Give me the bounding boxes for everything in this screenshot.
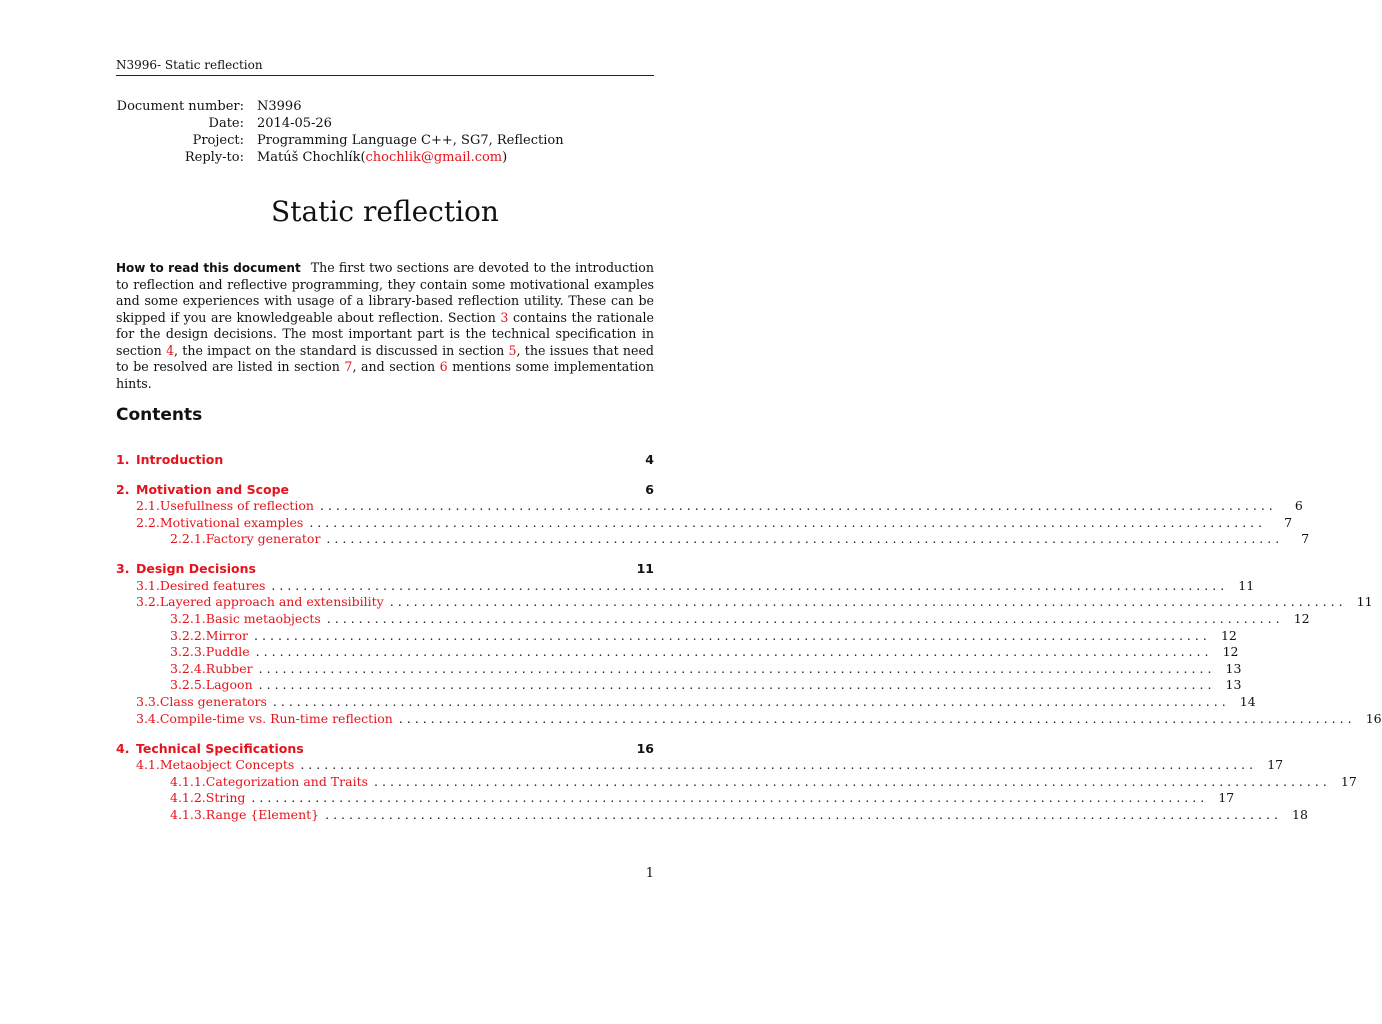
toc-entry-title[interactable]: Basic metaobjects [205,610,321,626]
meta-value: 2014-05-26 [257,116,332,131]
intro-text: , and section [352,359,440,374]
meta-label: Project: [192,133,244,148]
toc-entry-page: 14 [1239,693,1256,709]
toc-section-row[interactable] [116,560,654,577]
toc-entry-page: 12 [1222,644,1239,660]
toc-entry-title[interactable]: Design Decisions [136,561,256,577]
toc-entry-title[interactable]: Categorization and Traits [205,773,369,789]
toc-entry-title[interactable]: Mirror [205,627,249,643]
meta-label: Date: [208,116,244,131]
toc-entry-number[interactable]: 2.1. [136,498,160,513]
meta-row-document-number [116,98,564,115]
toc-subsection-row[interactable] [116,498,1303,515]
toc-entry-number[interactable]: 4.1.1. [170,773,206,789]
toc-entry-number[interactable]: 4.1.2. [170,790,206,806]
toc-subsection-row[interactable] [116,790,1235,807]
toc-entry-title[interactable]: Factory generator [205,531,321,547]
toc-entry-number[interactable]: 4.1. [136,757,160,773]
meta-row-reply-to [116,149,564,166]
toc-entry-page: 7 [1301,531,1310,547]
intro-text: The first two sections are devoted to the introduction to reflection and reflective programming, they contain some motivational examples and some experiences with usage of a library-based reflection utility. These can be skipped if you are knowledgeable about reflection. Section [116,260,654,325]
toc-entry-page: 7 [1284,514,1293,530]
toc-entry-title[interactable]: Rubber [205,660,253,676]
toc-entry-page: 11 [1356,594,1373,610]
toc-entry-page: 16 [1365,710,1382,726]
toc-subsection-row[interactable] [116,531,1310,548]
meta-value: N3996 [257,99,302,114]
meta-label: Reply-to: [184,150,244,165]
toc-dot-leader: ........................................................................................................................ [272,693,1230,709]
toc-entry-page: 12 [1293,610,1310,626]
toc-dot-leader: ........................................................................................................................ [319,498,1277,513]
intro-text: contains the rationale for the design decisions. The most important part is the technical specification in section [116,309,654,358]
toc-entry-page: 6 [1294,498,1303,513]
section-ref-link[interactable]: 4 [166,342,175,358]
contents-heading: Contents [116,405,203,425]
toc-subsection-row[interactable] [116,610,1310,628]
toc-subsection-row[interactable] [116,514,1293,532]
toc-entry-title[interactable]: Puddle [205,644,250,660]
toc-entry-number[interactable]: 3.2.1. [170,610,206,626]
toc-entry-title[interactable]: Metaobject Concepts [159,757,295,773]
toc-subsection-row[interactable] [116,757,1284,774]
toc-subsection-row[interactable] [116,644,1239,661]
section-ref-link[interactable]: 3 [500,309,509,325]
toc-entry-page: 11 [1238,577,1255,593]
toc-dot-leader: ........................................................................................................................ [326,531,1284,547]
toc-entry-page: 16 [636,740,654,756]
toc-dot-leader: ........................................................................................................................ [326,610,1284,626]
toc-entry-page: 13 [1225,677,1242,693]
email-link[interactable]: chochlik@gmail.com [365,150,503,165]
toc-entry-number[interactable]: 3.2.5. [170,677,206,693]
page-number: 1 [645,866,654,881]
intro-text: mentions some implementation hints. [116,359,654,391]
toc-entry-title[interactable]: Layered approach and extensibility [159,594,384,610]
toc-entry-number[interactable]: 3.2.3. [170,644,206,660]
toc-section-row[interactable] [116,740,654,757]
toc-dot-leader: ........................................................................................................................ [374,773,1331,789]
toc-entry-page: 17 [1267,757,1284,773]
toc-entry-number[interactable]: 3.2.2. [170,627,206,643]
meta-value [257,149,507,166]
toc-entry-number[interactable]: 2.2. [136,514,160,530]
toc-subsection-row[interactable] [116,806,1308,824]
toc-subsection-row[interactable] [116,710,1382,728]
toc-dot-leader: ........................................................................................................................ [258,660,1216,676]
intro-paragraph [116,260,654,392]
toc-dot-leader: ........................................................................................................................ [251,790,1209,806]
toc-entry-number[interactable]: 3. [116,561,130,577]
document-metadata [116,98,564,166]
meta-row-date [116,115,564,132]
toc-entry-number[interactable]: 2. [116,481,130,497]
toc-dot-leader: ........................................................................................................................ [309,514,1267,530]
intro-text: , the impact on the standard is discussed in section [174,342,509,358]
running-header: N3996- Static reflection [116,57,654,76]
intro-run-in-heading: How to read this document [116,261,301,275]
toc-dot-leader: ........................................................................................................................ [398,710,1356,726]
toc-dot-leader: ........................................................................................................................ [258,677,1216,693]
meta-label: Document number: [116,99,244,114]
meta-value: Programming Language C++, SG7, Reflection [257,133,564,148]
toc-entry-title[interactable]: Motivational examples [159,514,304,530]
toc-entry-number[interactable]: 3.4. [136,710,160,726]
toc-entry-page: 17 [1218,790,1235,806]
toc-dot-leader: ........................................................................................................................ [389,594,1347,610]
toc-dot-leader: ........................................................................................................................ [255,644,1213,660]
toc-entry-page: 18 [1292,806,1308,822]
toc-entry-number[interactable]: 3.1. [136,577,160,593]
toc-entry-title[interactable]: Lagoon [205,677,253,693]
toc-subsection-row[interactable] [116,660,1242,678]
toc-dot-leader: ........................................................................................................................ [271,577,1229,593]
toc-entry-page: 13 [1225,660,1242,676]
toc-section-row[interactable] [116,481,654,498]
document-title: Static reflection [271,195,499,228]
toc-entry-number[interactable]: 3.3. [136,693,160,709]
toc-entry-number[interactable]: 4. [116,740,130,756]
toc-entry-number[interactable]: 2.2.1. [170,531,206,547]
toc-dot-leader: ........................................................................................................................ [254,627,1211,643]
toc-entry-title[interactable]: Usefullness of reflection [159,498,314,513]
toc-section-row[interactable] [116,451,654,468]
toc-entry-number[interactable]: 1. [116,452,130,467]
toc-entry-title[interactable]: Introduction [136,452,224,467]
toc-entry-title[interactable]: Technical Specifications [136,740,304,756]
section-ref-link[interactable]: 6 [439,359,448,374]
toc-entry-title[interactable]: Desired features [159,577,266,593]
toc-entry-page: 6 [645,481,654,497]
toc-entry-page: 4 [645,452,654,467]
toc-entry-number[interactable]: 3.2. [136,594,160,610]
toc-entry-number[interactable]: 4.1.3. [170,806,206,822]
meta-row-project [116,132,564,149]
toc-entry-title[interactable]: String [205,790,246,806]
toc-subsection-row[interactable] [116,577,1255,595]
toc-entry-title[interactable]: Class generators [159,693,267,709]
intro-text: , the issues that need to be resolved are listed in section [116,342,654,374]
toc-entry-page: 11 [636,561,654,577]
toc-entry-title[interactable]: Range {Element} [205,806,320,822]
table-of-contents [116,451,1382,824]
toc-entry-page: 17 [1340,773,1357,789]
toc-subsection-row[interactable] [116,677,1242,694]
toc-entry-title[interactable]: Motivation and Scope [136,481,290,497]
toc-entry-title[interactable]: Compile-time vs. Run-time reflection [159,710,393,726]
section-ref-link[interactable]: 7 [344,359,353,374]
toc-subsection-row[interactable] [116,627,1237,645]
toc-subsection-row[interactable] [116,693,1256,711]
toc-entry-number[interactable]: 3.2.4. [170,660,206,676]
toc-subsection-row[interactable] [116,594,1373,611]
toc-dot-leader: ........................................................................................................................ [325,806,1282,822]
author-name: Matúš Chochlík( [257,150,366,165]
toc-dot-leader: ........................................................................................................................ [300,757,1258,773]
closing-paren: ) [502,150,508,165]
toc-entry-page: 12 [1220,627,1237,643]
toc-subsection-row[interactable] [116,773,1357,791]
section-ref-link[interactable]: 5 [508,342,517,358]
